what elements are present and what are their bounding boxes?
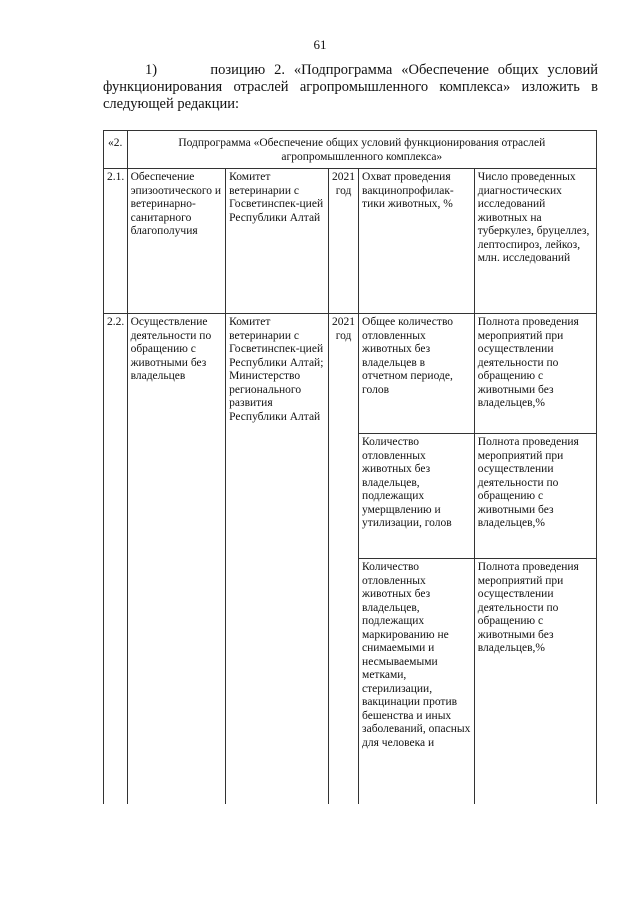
table-header-row [104,131,597,169]
row-year: 2021 год [329,314,359,804]
row-year: 2021 год [329,169,359,314]
row-name: Осуществление деятельности по обращению с животными без владельцев [127,314,226,804]
page-number: 61 [313,37,327,52]
row-indicator: Общее количество отловленных животных без владельцев в отчетном периоде, голов [359,314,475,434]
row-measure: Число проведенных диагностических исследований животных на туберкулез, бруцеллез, лептоспироз, лейкоз, млн. исследований [474,169,596,314]
intro-paragraph [103,62,598,113]
row-indicator: Охват проведения вакцинопрофилак-тики животных, % [359,169,475,314]
table-row [104,314,597,434]
subprogram-title: Подпрограмма «Обеспечение общих условий функционирования отраслей агропромышленного комплекса» [127,131,596,169]
row-executor: Комитет ветеринарии с Госветинспек-цией Республики Алтай [226,169,329,314]
subprogram-number: «2. [104,131,128,169]
row-measure: Полнота проведения мероприятий при осуществлении деятельности по обращению с животными без владельцев,% [474,559,596,804]
row-name: Обеспечение эпизоотического и ветеринарно-санитарного благополучия [127,169,226,314]
intro-item-number: 1) [145,62,158,78]
subprogram-table [103,130,597,804]
table-row [104,169,597,314]
row-indicator: Количество отловленных животных без владельцев, подлежащих маркированию не снимаемыми и несмываемыми метками, стерилизации, вакцинации против бешенства и иных заболеваний, опасных для человека и [359,559,475,804]
row-executor: Комитет ветеринарии с Госветинспек-цией Республики Алтай; Министерство регионального развития Республики Алтай [226,314,329,804]
row-number: 2.2. [104,314,128,804]
row-measure: Полнота проведения мероприятий при осуществлении деятельности по обращению с животными без владельцев,% [474,434,596,559]
row-measure: Полнота проведения мероприятий при осуществлении деятельности по обращению с животными без владельцев,% [474,314,596,434]
intro-text: позицию 2. «Подпрограмма «Обеспечение общих условий функционирования отраслей агропромышленного комплекса» изложить в следующей редакции: [103,62,598,112]
row-indicator: Количество отловленных животных без владельцев, подлежащих умерщвлению и утилизации, голов [359,434,475,559]
row-number: 2.1. [104,169,128,314]
